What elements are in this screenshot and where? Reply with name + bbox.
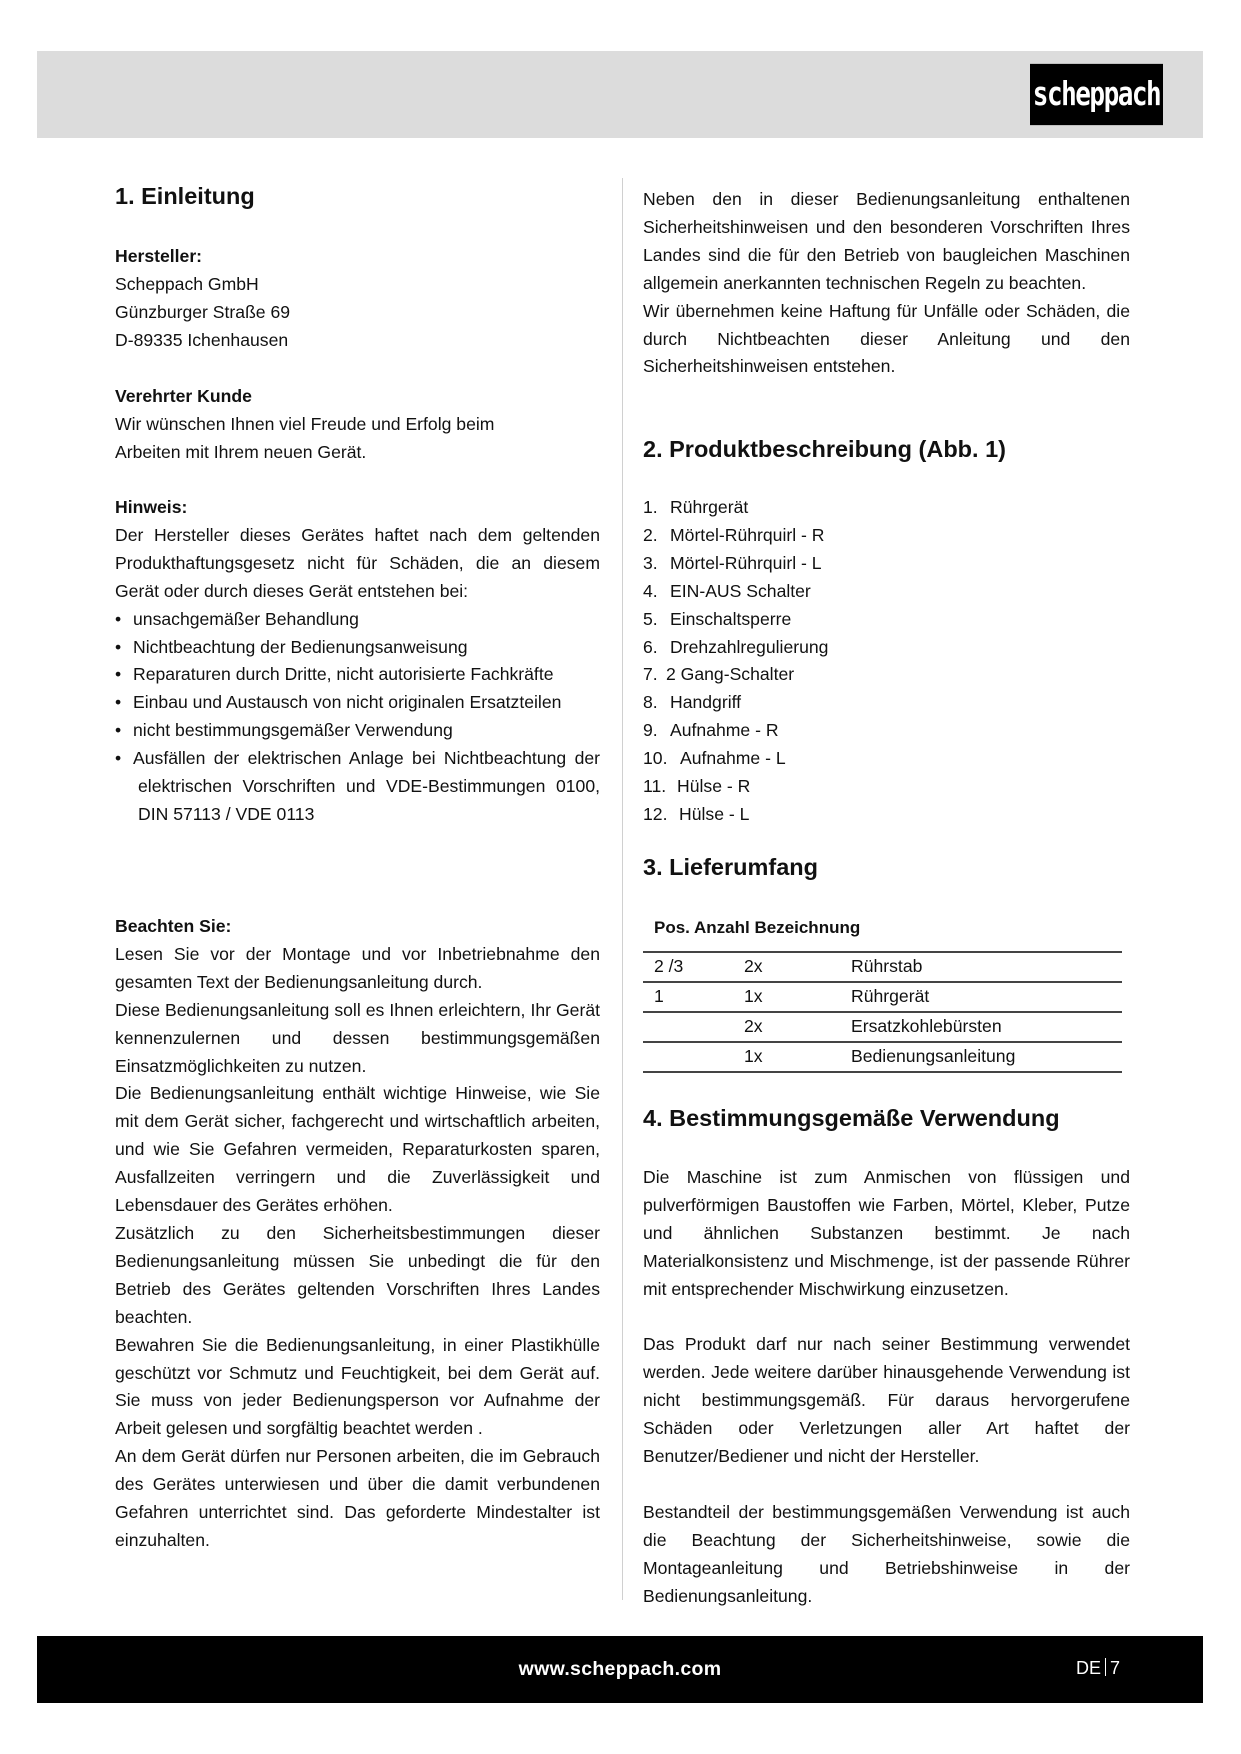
table-row bbox=[643, 982, 1122, 1012]
table-row bbox=[643, 1012, 1122, 1042]
cell-qty: 2x bbox=[744, 952, 851, 982]
usage-paragraph: Das Produkt darf nur nach seiner Bestimmung verwendet werden. Jede weitere darüber hinausgehende Verwendung ist nicht bestimmungsgemäß. Für daraus hervorgerufene Schäden oder Verletzungen aller Art haftet der Benutzer/Bediener und nicht der Hersteller. bbox=[643, 1334, 1130, 1467]
list-item: • Reparaturen durch Dritte, nicht autorisierte Fachkräfte bbox=[115, 661, 600, 689]
list-item: • Einbau und Austausch von nicht originalen Ersatzteilen bbox=[115, 689, 600, 717]
notice-block bbox=[115, 494, 600, 829]
cell-name: Ersatzkohlebürsten bbox=[851, 1012, 1122, 1042]
manufacturer-line: Scheppach GmbH bbox=[115, 273, 259, 294]
list-item: 6. Drehzahlregulierung bbox=[643, 636, 829, 657]
logo-text: scheppach bbox=[1032, 75, 1161, 114]
usage-block bbox=[643, 1164, 1130, 1610]
attention-block bbox=[115, 913, 600, 1555]
delivery-table bbox=[643, 951, 1122, 1073]
manufacturer-block bbox=[115, 243, 600, 355]
website-link[interactable]: www.scheppach.com bbox=[518, 1658, 722, 1680]
column-divider bbox=[622, 178, 623, 1600]
list-item: 5. Einschaltsperre bbox=[643, 608, 792, 629]
notice-bullet-list bbox=[115, 606, 600, 829]
manufacturer-label: Hersteller: bbox=[115, 246, 203, 266]
bullet-icon: • bbox=[115, 720, 122, 741]
cell-name: Bedienungsanleitung bbox=[851, 1042, 1122, 1072]
parts-list bbox=[643, 494, 1130, 829]
section-title-lieferumfang: 3. Lieferumfang bbox=[643, 854, 818, 880]
manufacturer-line: Günzburger Straße 69 bbox=[115, 301, 291, 322]
cell-pos bbox=[643, 1042, 744, 1072]
cell-qty: 2x bbox=[744, 1012, 851, 1042]
cell-pos bbox=[643, 1012, 744, 1042]
list-item: • nicht bestimmungsgemäßer Verwendung bbox=[115, 717, 600, 745]
bullet-icon: • bbox=[115, 636, 122, 657]
notice-intro: Der Hersteller dieses Gerätes haftet nach dem geltenden Produkthaftungsgesetz nicht für Schäden, die an diesem Gerät oder durch dieses Gerät entstehen bei: bbox=[115, 524, 600, 601]
attention-paragraph: Diese Bedienungsanleitung soll es Ihnen erleichtern, Ihr Gerät kennenzulernen und dessen bestimmungsgemäßen Einsatzmöglichkeiten zu nutzen. bbox=[115, 999, 600, 1076]
delivery-table-header: Pos. Anzahl Bezeichnung bbox=[654, 918, 861, 937]
attention-paragraph: Lesen Sie vor der Montage und vor Inbetriebnahme den gesamten Text der Bedienungsanleitung durch. bbox=[115, 943, 600, 992]
list-item: 7. 2 Gang-Schalter bbox=[643, 664, 795, 685]
customer-label: Verehrter Kunde bbox=[115, 386, 252, 406]
notice-label: Hinweis: bbox=[115, 497, 188, 517]
page-footer-bar bbox=[37, 1636, 1203, 1703]
bullet-icon: • bbox=[115, 664, 122, 685]
cell-qty: 1x bbox=[744, 982, 851, 1012]
page-indicator bbox=[1076, 1658, 1120, 1679]
separator bbox=[1105, 1658, 1106, 1676]
customer-text: Wir wünschen Ihnen viel Freude und Erfolg beim Arbeiten mit Ihrem neuen Gerät. bbox=[115, 413, 495, 462]
cell-qty: 1x bbox=[744, 1042, 851, 1072]
attention-paragraph: Bewahren Sie die Bedienungsanleitung, in einer Plastikhülle geschützt vor Schmutz und Feuchtigkeit, bei dem Gerät auf. Sie muss von jeder Bedienungsperson vor Aufnahme der Arbeit gelesen und sorgfältig beachtet werden . bbox=[115, 1334, 600, 1439]
customer-block bbox=[115, 383, 600, 467]
list-item: 1. Rührgerät bbox=[643, 497, 749, 517]
list-item: 2. Mörtel-Rührquirl - R bbox=[643, 524, 825, 545]
manufacturer-line: D-89335 Ichenhausen bbox=[115, 329, 289, 350]
table-row bbox=[643, 1042, 1122, 1072]
cell-name: Rührstab bbox=[851, 952, 1122, 982]
page-number: 7 bbox=[1110, 1658, 1121, 1678]
scheppach-logo bbox=[1030, 64, 1163, 125]
list-item: • Nichtbeachtung der Bedienungsanweisung bbox=[115, 634, 600, 662]
list-item: 10. Aufnahme - L bbox=[643, 748, 786, 769]
section-title-bestimmungsgemaesse-verwendung: 4. Bestimmungsgemäße Verwendung bbox=[643, 1105, 1060, 1131]
language-code: DE bbox=[1076, 1658, 1102, 1678]
bullet-icon: • bbox=[115, 692, 122, 713]
attention-paragraph: Die Bedienungsanleitung enthält wichtige Hinweise, wie Sie mit dem Gerät sicher, fachgerecht und wirtschaftlich arbeiten, und wie Sie Gefahren vermeiden, Reparaturkosten sparen, Ausfallzeiten verringern und die Zuverlässigkeit und Lebensdauer des Gerätes erhöhen. bbox=[115, 1083, 600, 1216]
page-header-bar bbox=[37, 51, 1203, 138]
list-item: • Ausfällen der elektrischen Anlage bei Nichtbeachtung der elektrischen Vorschriften und VDE-Bestimmungen 0100, DIN 57113 / VDE 0113 bbox=[115, 745, 600, 829]
intro-block bbox=[643, 186, 1130, 381]
cell-name: Rührgerät bbox=[851, 982, 1122, 1012]
bullet-icon: • bbox=[115, 608, 122, 629]
attention-paragraph: Zusätzlich zu den Sicherheitsbestimmungen dieser Bedienungsanleitung müssen Sie unbedingt die für den Betrieb des Gerätes geltenden Vorschriften Ihres Landes beachten. bbox=[115, 1222, 600, 1327]
list-item: 8. Handgriff bbox=[643, 692, 742, 713]
cell-pos: 2 /3 bbox=[643, 952, 744, 982]
list-item: 9. Aufnahme - R bbox=[643, 720, 779, 741]
list-item: • unsachgemäßer Behandlung bbox=[115, 606, 600, 634]
list-item: 12. Hülse - L bbox=[643, 803, 750, 824]
attention-paragraph: An dem Gerät dürfen nur Personen arbeiten, die im Gebrauch des Gerätes unterwiesen und über die damit verbundenen Gefahren unterrichtet sind. Das geforderte Mindestalter ist einzuhalten. bbox=[115, 1446, 600, 1550]
usage-paragraph: Bestandteil der bestimmungsgemäßen Verwendung ist auch die Beachtung der Sicherheitshinweise, sowie die Montageanleitung und Betriebshinweise in der Bedienungsanleitung. bbox=[643, 1501, 1130, 1606]
bullet-icon: • bbox=[115, 748, 122, 769]
list-item: 11. Hülse - R bbox=[643, 776, 751, 797]
section-title-produktbeschreibung: 2. Produktbeschreibung (Abb. 1) bbox=[643, 436, 1006, 462]
intro-paragraph: Neben den in dieser Bedienungsanleitung enthaltenen Sicherheitshinweisen und den besonderen Vorschriften Ihres Landes sind die für den Betrieb von baugleichen Maschinen allgemein anerkannten technischen Regeln zu beachten. bbox=[643, 189, 1130, 293]
list-item: 4. EIN-AUS Schalter bbox=[643, 580, 811, 601]
intro-paragraph: Wir übernehmen keine Haftung für Unfälle oder Schäden, die durch Nichtbeachten dieser Anleitung und den Sicherheitshinweisen entstehen. bbox=[643, 300, 1130, 377]
list-item: 3. Mörtel-Rührquirl - L bbox=[643, 552, 822, 573]
usage-paragraph: Die Maschine ist zum Anmischen von flüssigen und pulverförmigen Baustoffen wie Farben, Mörtel, Kleber, Putze und ähnlichen Substanzen bestimmt. Je nach Materialkonsistenz und Mischmenge, ist der passende Rührer mit entsprechender Mischwirkung einzusetzen. bbox=[643, 1167, 1130, 1299]
attention-label: Beachten Sie: bbox=[115, 916, 232, 936]
section-title-einleitung: 1. Einleitung bbox=[115, 183, 255, 209]
table-row bbox=[643, 952, 1122, 982]
cell-pos: 1 bbox=[643, 982, 744, 1012]
